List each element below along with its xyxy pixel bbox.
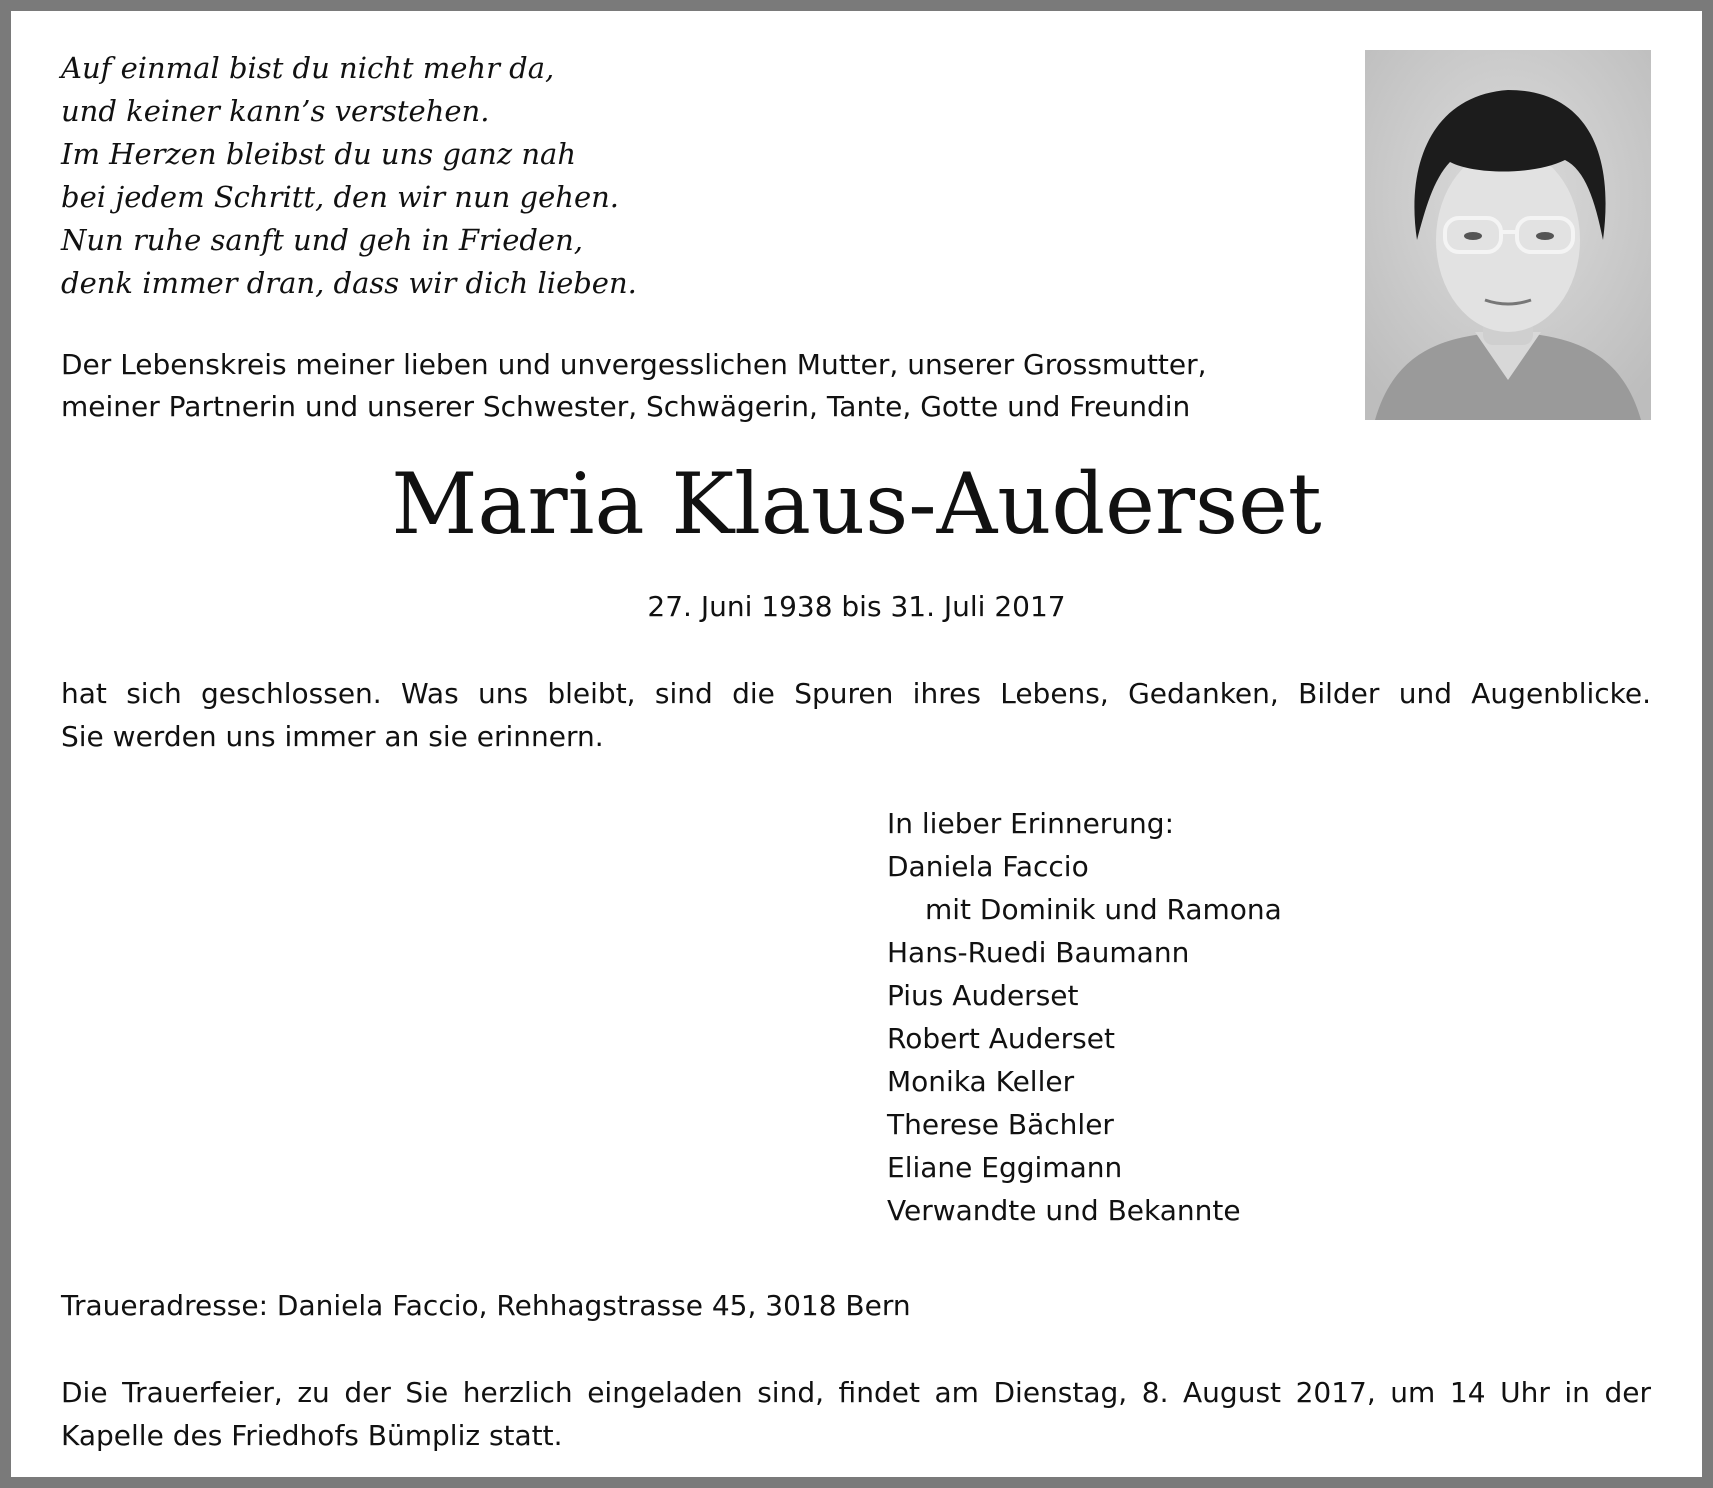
poem-line: denk immer dran, dass wir dich lieben. [61, 266, 637, 300]
mourners-list [887, 802, 1282, 1232]
obituary-notice [11, 11, 1702, 1477]
intro-line: meiner Partnerin und unserer Schwester, Schwägerin, Tante, Gotte und Freundin [61, 390, 1191, 423]
body-line: hat sich geschlossen. Was uns bleibt, sind die Spuren ihres Lebens, Gedanken, Bilder und Augenblicke. [61, 677, 1651, 710]
poem-line: und keiner kann’s verstehen. [61, 94, 490, 128]
mourner-name: Pius Auderset [887, 979, 1079, 1012]
mourner-name: Eliane Eggimann [887, 1151, 1123, 1184]
poem-line: Im Herzen bleibst du uns ganz nah [61, 137, 577, 171]
deceased-name: Maria Klaus-Auderset [391, 455, 1322, 553]
mourner-name: Therese Bächler [887, 1108, 1114, 1141]
mourner-name: Monika Keller [887, 1065, 1075, 1098]
mourner-name: Robert Auderset [887, 1022, 1115, 1055]
poem-line: bei jedem Schritt, den wir nun gehen. [61, 180, 619, 214]
poem [61, 47, 637, 305]
poem-line: Nun ruhe sanft und geh in Frieden, [61, 223, 583, 257]
intro-line: Der Lebenskreis meiner lieben und unvergesslichen Mutter, unserer Grossmutter, [61, 348, 1207, 381]
ceremony-line: Kapelle des Friedhofs Bümpliz statt. [61, 1419, 563, 1452]
mourner-name: Hans-Ruedi Baumann [887, 936, 1190, 969]
portrait-image [1365, 50, 1651, 420]
body-text [61, 672, 1651, 758]
intro-text [61, 344, 1207, 428]
life-dates: 27. Juni 1938 bis 31. Juli 2017 [647, 590, 1066, 623]
mourning-address: Traueradresse: Daniela Faccio, Rehhagstrasse 45, 3018 Bern [61, 1289, 911, 1322]
portrait-photo [1365, 50, 1651, 420]
mourners-heading: In lieber Erinnerung: [887, 807, 1175, 840]
mourner-name: Verwandte und Bekannte [887, 1194, 1241, 1227]
poem-line: Auf einmal bist du nicht mehr da, [61, 51, 555, 85]
mourner-name: mit Dominik und Ramona [925, 893, 1282, 926]
ceremony-text [61, 1371, 1651, 1457]
mourner-name: Daniela Faccio [887, 850, 1089, 883]
ceremony-line: Die Trauerfeier, zu der Sie herzlich eingeladen sind, findet am Dienstag, 8. August 2017, um 14 Uhr in der [61, 1376, 1651, 1409]
body-line: Sie werden uns immer an sie erinnern. [61, 720, 604, 753]
